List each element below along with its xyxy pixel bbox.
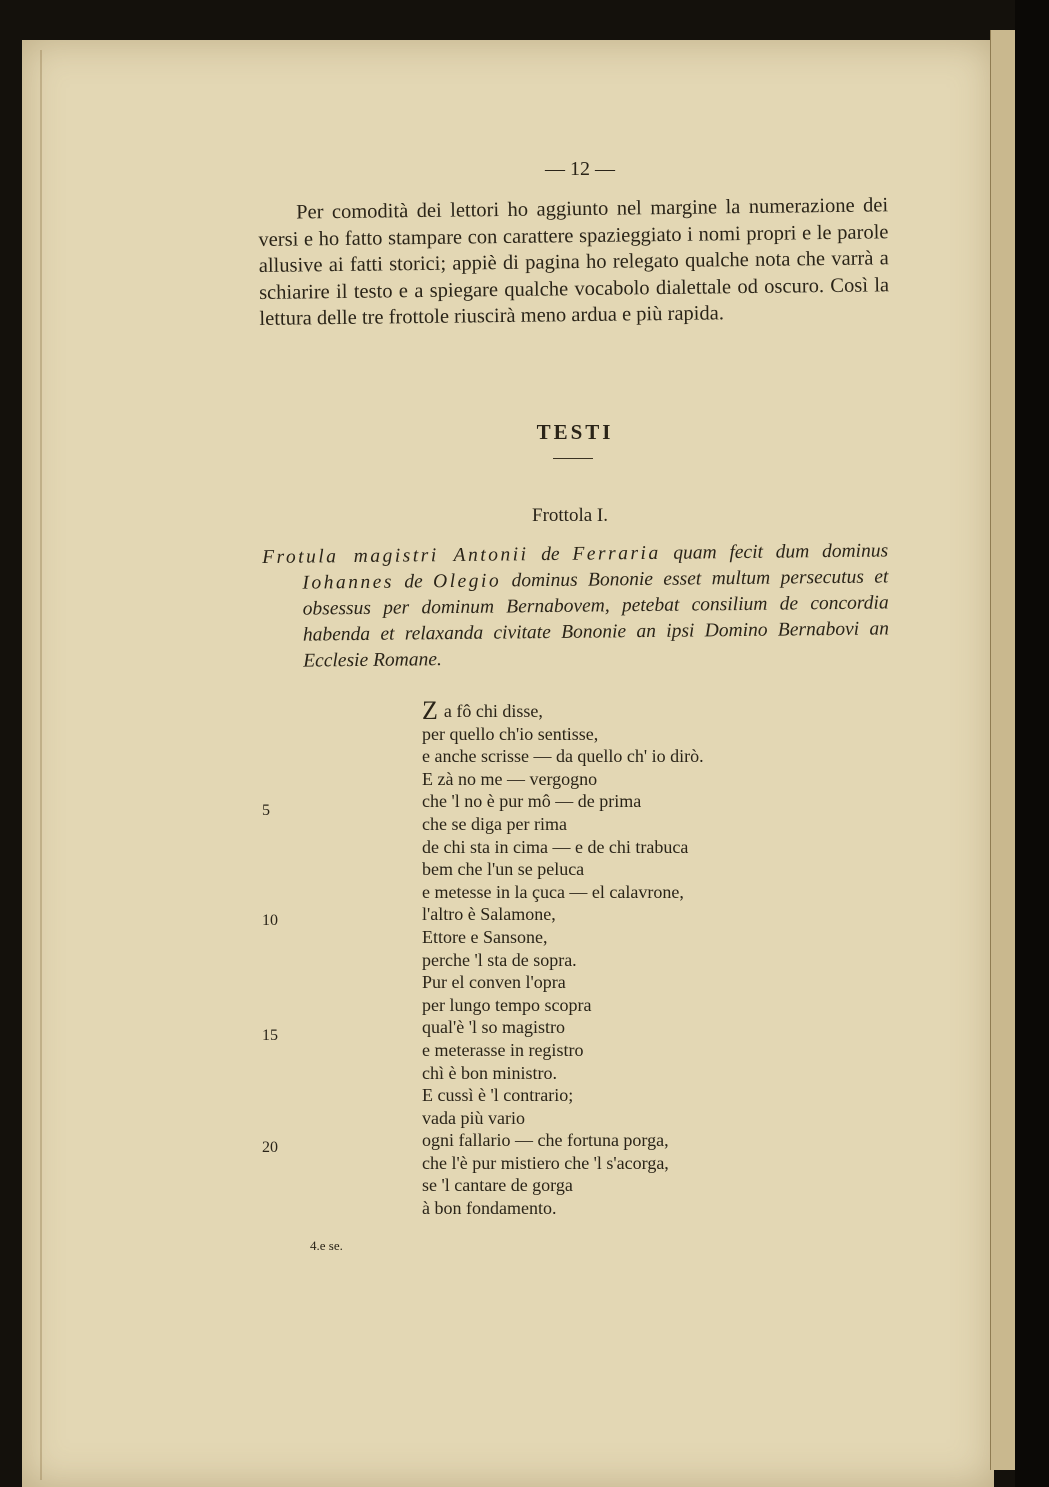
latin-name-iohannes: Iohannes	[302, 571, 395, 594]
poem-line-8: bem che l'un se peluca	[422, 859, 585, 880]
heading-rule	[553, 458, 593, 459]
line-number-15: 15	[262, 1027, 278, 1044]
intro-paragraph: Per comodità dei lettori ho aggiunto nel margine la numerazione dei versi e ho fatto stampare con carattere spazieggiato i nomi propri e le parole allusive ai fatti storici; appiè di pagina ho relegato qualche nota che varrà a schiarire il testo e a spiegare qualche vocabolo dialettale od oscuro. Così la lettura delle tre frottole riuscirà meno ardua e più rapida.	[258, 194, 890, 330]
poem-line-20: ogni fallario — che fortuna porga,	[422, 1130, 669, 1151]
poem-line-5: che 'l no è pur mô — de prima	[422, 791, 642, 812]
poem-line-12: perche 'l sta de sopra.	[422, 949, 577, 970]
poem-initial: Z	[422, 696, 438, 725]
poem-line-18: E cussì è 'l contrario;	[422, 1085, 574, 1106]
page-edge	[990, 30, 1016, 1470]
latin-heading-text	[262, 538, 889, 675]
latin-text-d: dominus Bononie esset multum persecutus et obsessus per dominum Bernabovem, petebat consilium de concordia habenda et relaxanda civitate Bononie an ipsi Domino Bernabovi an Ecclesie Romane.	[302, 566, 890, 672]
poem-line-7: de chi sta in cima — e de chi trabuca	[422, 836, 689, 857]
poem-line-9: e metesse in la çuca — el calavrone,	[422, 881, 684, 902]
poem-line-2: per quello ch'io sentisse,	[422, 723, 599, 744]
section-heading: TESTI	[536, 420, 614, 444]
poem-line-11: Ettore e Sansone,	[422, 926, 548, 947]
page-number: — 12 —	[545, 158, 615, 180]
poem-line-21: che l'è pur mistiero che 'l s'acorga,	[422, 1152, 669, 1173]
frottola-title: Frottola I.	[532, 505, 608, 526]
poem-line-1	[422, 696, 862, 725]
scan-border	[1015, 0, 1049, 1487]
poem-line-16: e meterasse in registro	[422, 1039, 584, 1060]
poem-line-text: a fô chi disse,	[443, 701, 543, 721]
poem-line-22: se 'l cantare de gorga	[422, 1175, 573, 1196]
latin-author: Frotula magistri Antonii	[262, 544, 529, 568]
latin-text-c: de	[393, 571, 434, 593]
line-number-10: 10	[262, 912, 278, 929]
footnote: 4.e se.	[310, 1238, 343, 1253]
line-number-20: 20	[262, 1139, 278, 1156]
latin-name-olegio: Olegio	[432, 570, 502, 593]
poem-line-15: qual'è 'l so magistro	[422, 1017, 565, 1038]
latin-heading	[262, 538, 889, 675]
latin-text-b: quam fecit dum dominus	[660, 540, 889, 564]
poem-line-23: à bon fondamento.	[422, 1198, 557, 1219]
poem-line-13: Pur el conven l'opra	[422, 972, 566, 993]
poem-line-3: e anche scrisse — da quello ch' io dirò.	[422, 746, 704, 767]
poem-line-4: E zà no me — vergogno	[422, 768, 598, 789]
page-spine-shadow	[40, 50, 42, 1480]
poem-line-19: vada più vario	[422, 1107, 525, 1128]
poem-text	[422, 696, 862, 1220]
line-number-5: 5	[262, 802, 270, 819]
latin-text-a: de	[528, 543, 573, 566]
poem-line-17: chì è bon ministro.	[422, 1062, 557, 1083]
poem-line-14: per lungo tempo scopra	[422, 994, 592, 1015]
poem-line-10: l'altro è Salamone,	[422, 904, 556, 925]
poem-line-6: che se diga per rima	[422, 813, 567, 834]
latin-place-ferraria: Ferraria	[572, 542, 661, 565]
